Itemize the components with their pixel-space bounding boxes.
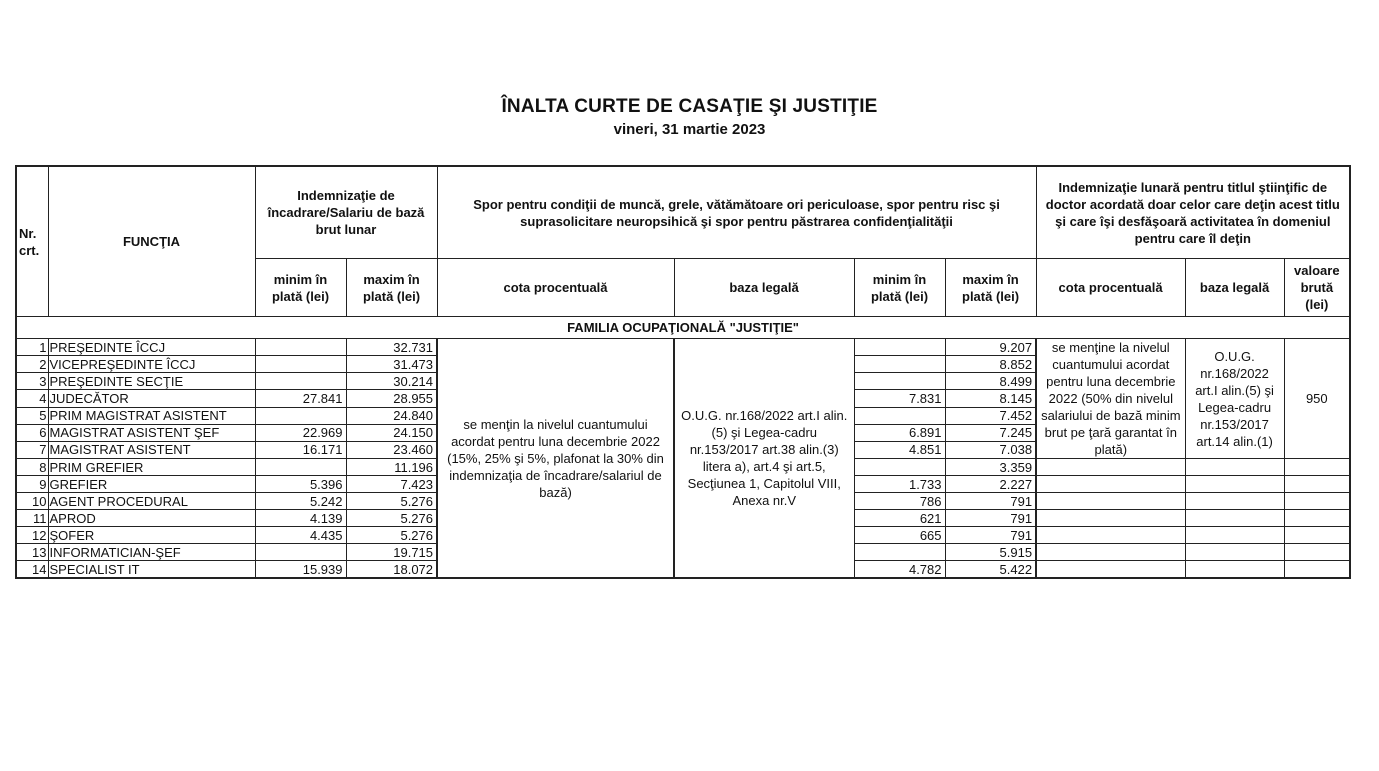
row-spor-min <box>854 356 945 373</box>
header-doctor-baza: baza legală <box>1185 259 1284 317</box>
row-min: 15.939 <box>255 561 346 579</box>
header-indemnizatie: Indemnizaţie de încadrare/Salariu de bază brut lunar <box>255 166 437 259</box>
row-min: 16.171 <box>255 441 346 458</box>
row-spor-max: 3.359 <box>945 459 1036 476</box>
row-functia: PREŞEDINTE SECŢIE <box>48 373 255 390</box>
empty-cell <box>1284 459 1350 476</box>
row-functia: PRIM MAGISTRAT ASISTENT <box>48 407 255 424</box>
empty-cell <box>1284 476 1350 493</box>
row-functia: SPECIALIST IT <box>48 561 255 579</box>
doctor-valoare: 950 <box>1284 339 1350 459</box>
empty-cell <box>1284 493 1350 510</box>
header-doctor-cota: cota procentuală <box>1036 259 1185 317</box>
empty-cell <box>1036 493 1185 510</box>
empty-cell <box>1036 459 1185 476</box>
row-spor-min <box>854 459 945 476</box>
row-max: 23.460 <box>346 441 437 458</box>
row-nr: 13 <box>16 544 48 561</box>
row-min <box>255 339 346 356</box>
row-max: 11.196 <box>346 459 437 476</box>
row-spor-max: 791 <box>945 527 1036 544</box>
salary-table <box>15 165 1351 579</box>
doctor-cota: se menţine la nivelul cuantumului acordat pentru luna decembrie 2022 (50% din nivelul salariului de bază minim brut pe ţară garantat în plată) <box>1036 339 1185 459</box>
header-doctor: Indemnizaţie lunară pentru titlul ştiinţific de doctor acordată doar celor care deţin acest titlu şi care îşi desfăşoară activitatea în domeniul pentru care îl deţin <box>1036 166 1350 259</box>
row-functia: VICEPREŞEDINTE ÎCCJ <box>48 356 255 373</box>
row-max: 24.840 <box>346 407 437 424</box>
empty-cell <box>1185 459 1284 476</box>
row-spor-min <box>854 339 945 356</box>
row-min: 5.396 <box>255 476 346 493</box>
row-spor-min: 6.891 <box>854 424 945 441</box>
row-functia: JUDECĂTOR <box>48 390 255 407</box>
empty-cell <box>1185 476 1284 493</box>
empty-cell <box>1036 561 1185 579</box>
row-min: 4.435 <box>255 527 346 544</box>
row-spor-min: 4.782 <box>854 561 945 579</box>
row-spor-min: 621 <box>854 510 945 527</box>
empty-cell <box>1284 544 1350 561</box>
row-min: 5.242 <box>255 493 346 510</box>
row-max: 32.731 <box>346 339 437 356</box>
row-nr: 5 <box>16 407 48 424</box>
row-max: 28.955 <box>346 390 437 407</box>
row-spor-max: 7.452 <box>945 407 1036 424</box>
row-max: 19.715 <box>346 544 437 561</box>
row-spor-max: 791 <box>945 493 1036 510</box>
row-functia: AGENT PROCEDURAL <box>48 493 255 510</box>
row-min: 4.139 <box>255 510 346 527</box>
row-spor-min <box>854 407 945 424</box>
header-spor: Spor pentru condiţii de muncă, grele, vătămătoare ori periculoase, spor pentru risc şi suprasolicitare neuropsihică şi spor pentru păstrarea confidenţialităţii <box>437 166 1036 259</box>
empty-cell <box>1036 510 1185 527</box>
header-valoare: valoare brută (lei) <box>1284 259 1350 317</box>
row-functia: ŞOFER <box>48 527 255 544</box>
row-spor-max: 9.207 <box>945 339 1036 356</box>
empty-cell <box>1284 527 1350 544</box>
row-nr: 3 <box>16 373 48 390</box>
row-max: 18.072 <box>346 561 437 579</box>
row-functia: PREŞEDINTE ÎCCJ <box>48 339 255 356</box>
row-spor-max: 7.038 <box>945 441 1036 458</box>
row-max: 5.276 <box>346 527 437 544</box>
row-min <box>255 356 346 373</box>
row-spor-max: 5.422 <box>945 561 1036 579</box>
row-functia: MAGISTRAT ASISTENT <box>48 441 255 458</box>
row-spor-max: 8.499 <box>945 373 1036 390</box>
row-functia: INFORMATICIAN-ŞEF <box>48 544 255 561</box>
row-spor-min: 786 <box>854 493 945 510</box>
row-max: 31.473 <box>346 356 437 373</box>
header-spor-minim: minim în plată (lei) <box>854 259 945 317</box>
row-nr: 4 <box>16 390 48 407</box>
row-min <box>255 459 346 476</box>
row-nr: 14 <box>16 561 48 579</box>
empty-cell <box>1185 527 1284 544</box>
row-max: 7.423 <box>346 476 437 493</box>
row-functia: GREFIER <box>48 476 255 493</box>
row-spor-max: 8.145 <box>945 390 1036 407</box>
header-minim: minim în plată (lei) <box>255 259 346 317</box>
row-spor-max: 2.227 <box>945 476 1036 493</box>
row-spor-min: 665 <box>854 527 945 544</box>
doctor-baza: O.U.G. nr.168/2022 art.I alin.(5) şi Legea-cadru nr.153/2017 art.14 alin.(1) <box>1185 339 1284 459</box>
row-spor-max: 8.852 <box>945 356 1036 373</box>
row-spor-min <box>854 373 945 390</box>
row-max: 24.150 <box>346 424 437 441</box>
row-nr: 10 <box>16 493 48 510</box>
empty-cell <box>1185 561 1284 579</box>
spor-cota: se menţin la nivelul cuantumului acordat pentru luna decembrie 2022 (15%, 25% şi 5%, plafonat la 30% din indemnizaţia de încadrare/salariul de bază) <box>437 339 674 579</box>
row-functia: APROD <box>48 510 255 527</box>
row-max: 30.214 <box>346 373 437 390</box>
table-row <box>16 339 1350 356</box>
family-label: FAMILIA OCUPAŢIONALĂ "JUSTIŢIE" <box>16 317 1350 339</box>
row-min <box>255 544 346 561</box>
empty-cell <box>1036 476 1185 493</box>
row-max: 5.276 <box>346 493 437 510</box>
header-maxim: maxim în plată (lei) <box>346 259 437 317</box>
empty-cell <box>1284 561 1350 579</box>
row-nr: 2 <box>16 356 48 373</box>
header-nr: Nr. crt. <box>16 166 48 317</box>
row-functia: MAGISTRAT ASISTENT ŞEF <box>48 424 255 441</box>
spor-baza: O.U.G. nr.168/2022 art.I alin.(5) şi Legea-cadru nr.153/2017 art.38 alin.(3) litera a), art.4 şi art.5, Secţiunea 1, Capitolul VIII, Anexa nr.V <box>674 339 854 579</box>
row-max: 5.276 <box>346 510 437 527</box>
document-title: ÎNALTA CURTE DE CASAŢIE ŞI JUSTIŢIE <box>501 96 878 117</box>
empty-cell <box>1284 510 1350 527</box>
document-date: vineri, 31 martie 2023 <box>613 121 766 138</box>
row-spor-max: 791 <box>945 510 1036 527</box>
row-spor-min <box>854 544 945 561</box>
header-functia: FUNCŢIA <box>48 166 255 317</box>
empty-cell <box>1185 544 1284 561</box>
row-spor-min: 1.733 <box>854 476 945 493</box>
row-spor-max: 7.245 <box>945 424 1036 441</box>
empty-cell <box>1185 493 1284 510</box>
row-nr: 8 <box>16 459 48 476</box>
row-spor-max: 5.915 <box>945 544 1036 561</box>
empty-cell <box>1036 527 1185 544</box>
header-spor-maxim: maxim în plată (lei) <box>945 259 1036 317</box>
row-spor-min: 4.851 <box>854 441 945 458</box>
row-nr: 11 <box>16 510 48 527</box>
row-nr: 9 <box>16 476 48 493</box>
row-functia: PRIM GREFIER <box>48 459 255 476</box>
row-min: 27.841 <box>255 390 346 407</box>
row-min <box>255 407 346 424</box>
row-nr: 6 <box>16 424 48 441</box>
empty-cell <box>1185 510 1284 527</box>
header-cota: cota procentuală <box>437 259 674 317</box>
row-spor-min: 7.831 <box>854 390 945 407</box>
row-nr: 7 <box>16 441 48 458</box>
empty-cell <box>1036 544 1185 561</box>
row-nr: 1 <box>16 339 48 356</box>
row-min: 22.969 <box>255 424 346 441</box>
header-baza: baza legală <box>674 259 854 317</box>
row-min <box>255 373 346 390</box>
row-nr: 12 <box>16 527 48 544</box>
